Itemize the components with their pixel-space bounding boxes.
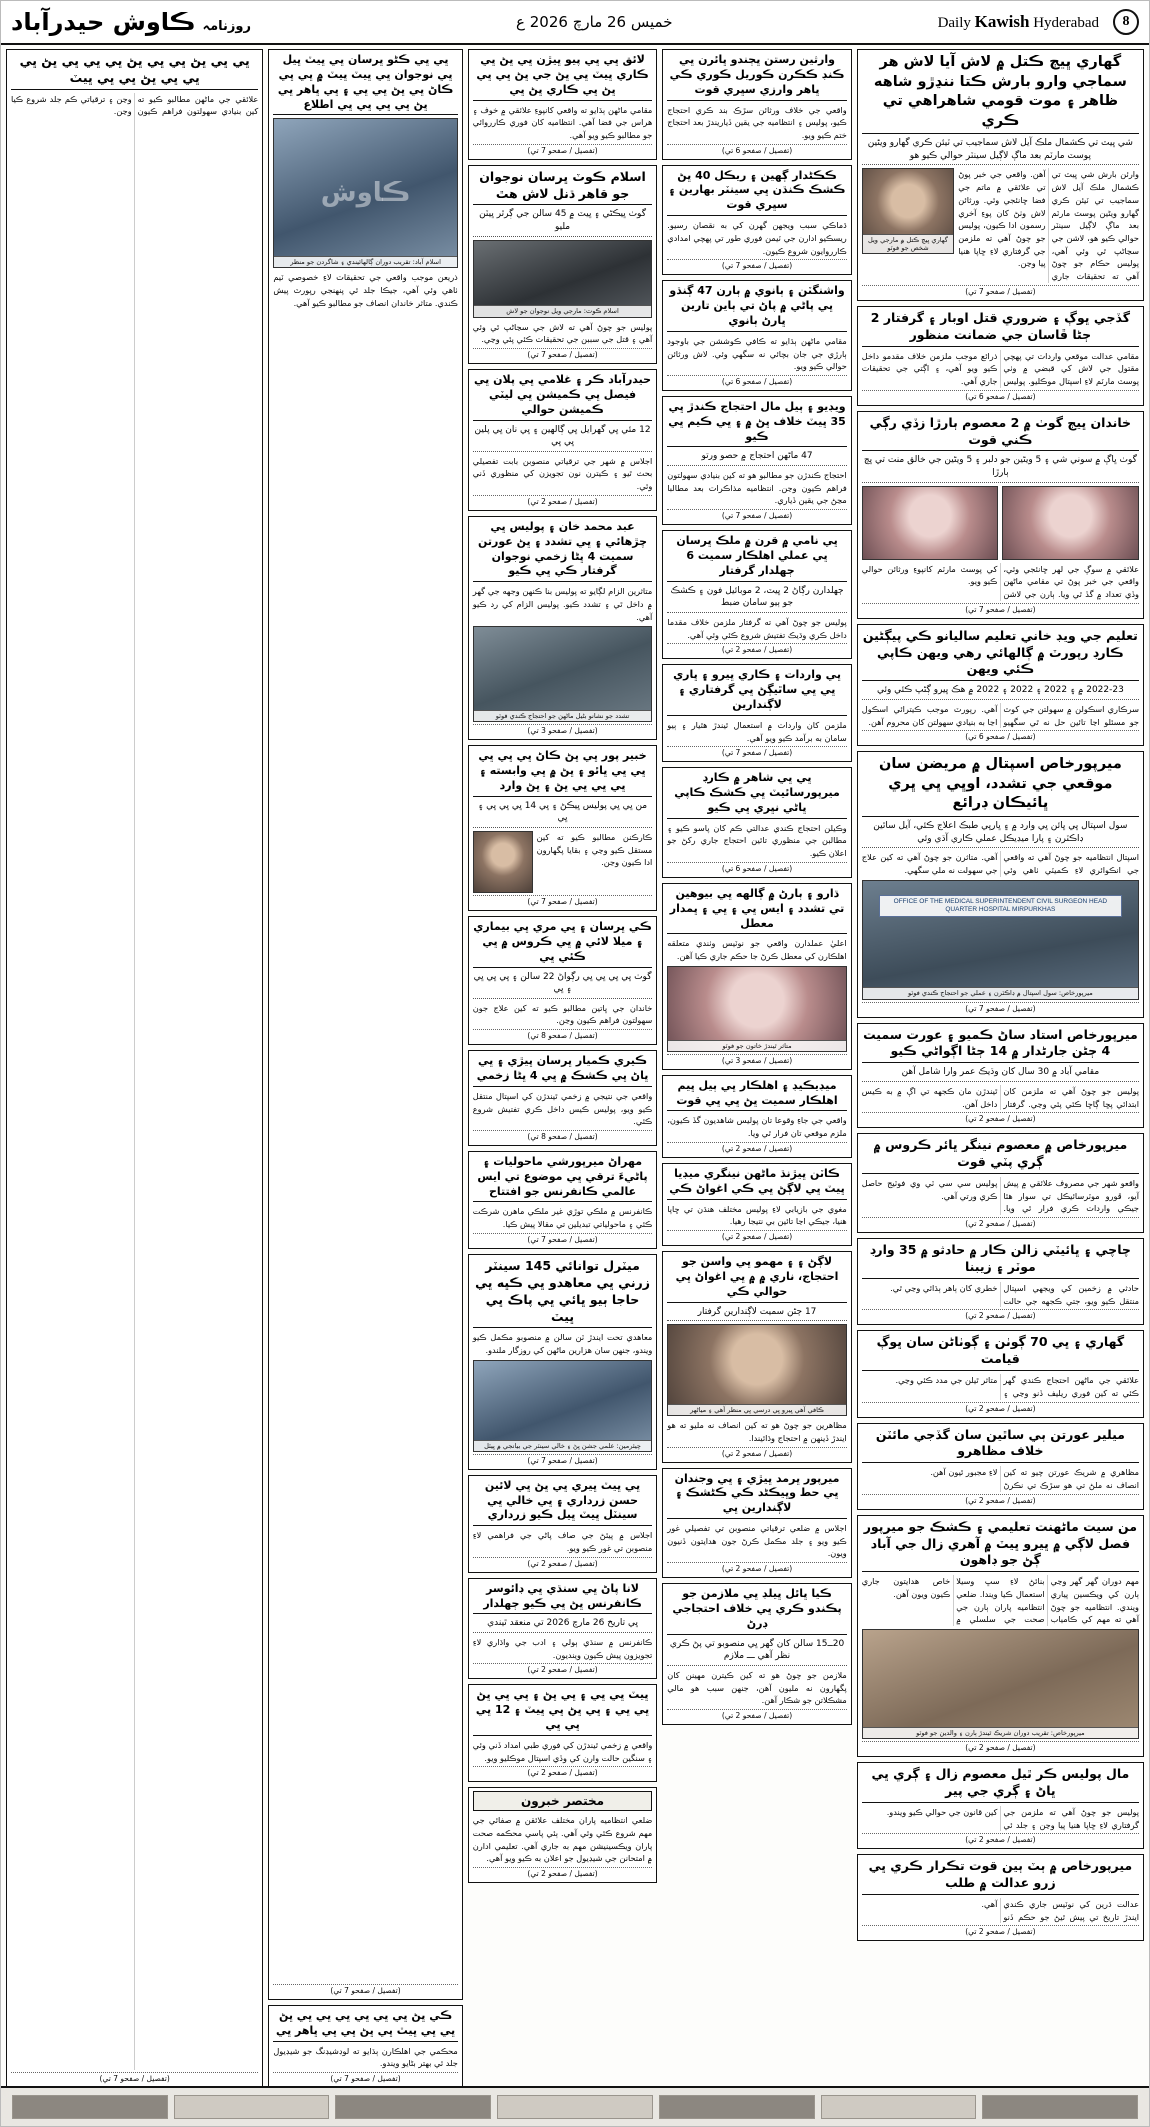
article-body: مقامي ماڻهن ٻڌايو ته واقعي کانپوءِ علائقي ۾ خوف ۽ هراس جي فضا آهي. انتظاميه کان فوري ڪارروائي جو مطالبو ڪيو ويو آهي. xyxy=(472,104,653,140)
article-body: پوليس جو چوڻ آهي ته گرفتار ملزمن خلاف مقدما داخل ڪري وڌيڪ تفتيش شروع ڪئي وئي آهي. xyxy=(667,616,847,640)
continue-note: (تفصيل / صفحو 6 تي) xyxy=(862,390,1139,401)
article-university-seminar xyxy=(468,1151,657,1249)
article-17-detained xyxy=(662,1251,851,1463)
masthead-date: خميس 26 مارچ 2026 ع xyxy=(516,13,673,31)
article-body: ڪانفرنس ۾ سنڌي ٻولي ۽ ادب جي واڌاري لاءِ تجويزون پيش ڪيون وينديون. xyxy=(472,1637,653,1660)
ad-slot-2 xyxy=(821,2095,977,2119)
continue-note: (تفصيل / صفحو 8 تي) xyxy=(473,1130,652,1141)
ad-slot-5 xyxy=(335,2095,491,2119)
headline: ڪڪڻدار ڳهين ۽ ريڪل 40 ڀڻ ڪشڪ ڪنڌن ڀي سينٽر بهارين ۽ سڀري قوت xyxy=(667,169,846,217)
headline: عبد محمد خان ۽ پوليس ڀي چڙهائي ۽ ڀي تشدد ۽ ڀڻ عورتن سميت 4 ڀڻا زخمي نوجوان گرفتار ڪي ڀي ڪيو xyxy=(473,520,652,582)
article-body: پوليس جو چوڻ آهي ته ملزمن کان ابتدائي پڇا ڳاڇا ڪئي پئي وڃي. گرفتار ٿيندڙن مان ڪجهه تي اڳ ۾ به ڪيس داخل آهن. xyxy=(861,1085,1139,1109)
continue-note: (تفصيل / صفحو 7 تي) xyxy=(273,2072,457,2083)
subheadline: گوٺ ڀي ڀي ڀي ڀي رڳواڻ 22 سالن ۽ ڀي ڀي ڀي ۽ ڀي xyxy=(473,971,652,999)
continue-note: (تفصيل / صفحو 2 تي) xyxy=(473,1867,652,1878)
continue-note: (تفصيل / صفحو 2 تي) xyxy=(667,1709,846,1720)
continue-note: (تفصيل / صفحو 7 تي) xyxy=(273,1984,457,1995)
article-e-top xyxy=(6,49,263,2088)
article-lead-national xyxy=(857,49,1144,301)
ad-slot-3 xyxy=(659,2095,815,2119)
bottom-ad-strip xyxy=(1,2086,1149,2126)
article-body: ملازمن جو چوڻ هو ته کين ڪيترن مهينن کان پگهارون نه مليون آهن، جنهن سبب هو مالي مشڪلاتن جو شڪار آهن. xyxy=(667,1669,847,1706)
ad-slot-6 xyxy=(174,2095,330,2119)
portrait-photo xyxy=(862,168,954,254)
article-body: مقامي ماڻهن ٻڌايو ته ڪافي ڪوششن جي باوجود ٻارڙي جي جان بچائي نه سگهي وئي. لاش ورثائن حوالي ڪيو ويو. xyxy=(667,335,847,372)
article-police-chief xyxy=(857,1762,1144,1849)
article-body: واقعو شهر جي مصروف علائقي ۾ پيش آيو، ڦورو موٽرسائيڪل تي سوار هئا جيڪي واردات ڪري فرار ٿي ويا. پوليس سي سي ٽي وي فوٽيج حاصل ڪري ورتي آهي. xyxy=(861,1178,1139,1214)
continue-note: (تفصيل / صفحو 7 تي) xyxy=(667,746,846,757)
article-injury-12 xyxy=(468,1684,657,1782)
article-boy-drown xyxy=(662,280,851,391)
article-body: واقعي جي خلاف ورثائن سڙڪ بند ڪري احتجاج ڪيو، پوليس ۽ انتظاميه جي يقين ڏياريندڙ بعد احتجاج ختم ڪيو ويو. xyxy=(667,104,847,140)
headline: ڀي واردات ۽ ڪاري ڀيرو ۽ ڀاري ڀي ڀي ساٿيڳڻ ڀي گرفتاري ۽ لاڳندارين xyxy=(667,668,846,716)
continue-note: (تفصيل / صفحو 2 تي) xyxy=(862,1112,1139,1123)
article-body: مغوي جي بازيابي لاءِ پوليس مختلف هنڌن تي ڇاپا هنيا، جيڪي اڃا تائين بي نتيجا رهيا. xyxy=(667,1203,847,1227)
article-body: وارئن بارش شي ڀيٽ تي ڪشمال ملڪ آيل لاش سماجيب تي ٽيئن ڪري گهارو ويڻين پوسٽ مارٽم بعد ماڳ لاڳيل سينٽر حوالي ڪيو هو، لاشن جي سڃاڻپ ٿي وئي آهي، پوليس حڪام جو چوڻ آهي ته تحقيقات جاري آهن. واقعي جي خبر پوڻ تي علائقي ۾ ماتم جي فضا ڇانئجي وئي. ورثائن لاش وٺڻ کان پوءِ آخري رسمون ادا ڪيون، پوليس جو چوڻ آهي ته ملزمن جي گرفتاري لاءِ ڇاپا هنيا پيا وڃن. xyxy=(958,169,1139,282)
child-photo-1 xyxy=(1002,486,1139,560)
conference-photo xyxy=(473,1360,652,1452)
continue-note: (تفصيل / صفحو 7 تي) xyxy=(862,603,1139,614)
headline: ڪيا ڀائل ڀيلڊ ڀي ملازمن جو پڪندو ڪري ڀي خلاف احتجاجي ڊرڻ xyxy=(667,1587,846,1635)
article-body: پوليس جو چوڻ آهي ته لاش جي سڃاڻپ ٿي وئي آهي ۽ قتل جي سببن جي تحقيقات ڪئي پئي وڃي. xyxy=(472,321,653,345)
brand-ur-prefix: روزنامہ xyxy=(202,19,251,34)
continue-note: (تفصيل / صفحو 2 تي) xyxy=(667,1142,846,1153)
headline: ميڊيڪيڊ ۽ اهلڪار ڀي ٻيل ڀيم اهلڪار سميت ڀڻ ڀي ڀي قوت xyxy=(667,1079,846,1112)
article-district-meeting xyxy=(662,1468,851,1579)
article-body: ڪارڪنن مطالبو ڪيو ته کين مستقل ڪيو وڃي ۽ بقايا پگهارون ادا ڪيون وڃن. xyxy=(536,832,653,868)
article-body: خاندان جي ڀاتين مطالبو ڪيو ته کين علاج جون سهولتون فراهم ڪيون وڃن. xyxy=(472,1002,653,1026)
detainee-photo xyxy=(667,1324,846,1416)
article-body: اجلاس ۾ ضلعي ترقياتي منصوبن تي تفصيلي غور ڪيو ويو ۽ جلد مڪمل ڪرڻ جون هدايتون ڏنيون ويون. xyxy=(667,1523,847,1559)
headline: ڪي ڀرسان ۽ ڀي مري ڀي بيماري ۽ ميلا لائي ۾ ڀي ڪروس ۾ ڀي ڪئي ڀي xyxy=(473,920,652,968)
headline: گڏجي ڀوڳ ۽ ضروري قتل اوبار ۽ گرفتار 2 ڄڻا ڦاسان جي ضمانت منظور xyxy=(862,310,1139,347)
article-body: پوليس جو چوڻ آهي ته ملزمن جي گرفتاري لاءِ ڇاپا هنيا پيا وڃن ۽ جلد ئي کين قانون جي حوالي ڪيو ويندو. xyxy=(886,1806,1139,1830)
article-body: مقامي عدالت موقعي واردات تي پهچي مقتول جي لاش کي قبضي ۾ وٺي پوسٽ مارٽم لاءِ اسپتال موڪليو. پوليس ذرائع موجب ملزمن خلاف مقدمو داخل ڪيو ويو آهي، ۽ اڳتي جي تحقيقات جاري آهي. xyxy=(861,350,1139,386)
article-body: واقعي جي نتيجي ۾ زخمي ٿيندڙن کي اسپتال منتقل ڪيو ويو، پوليس ڪيس داخل ڪري تفتيش شروع ڪئي. xyxy=(472,1090,653,1127)
protest-photo xyxy=(473,626,652,722)
photo-caption: گهاري ڀيڄ ڪتل ۾ مارجي ويل شخص جو فوٽو xyxy=(863,234,953,253)
article-sanitary-workers xyxy=(468,745,657,911)
continue-note: (تفصيل / صفحو 7 تي) xyxy=(11,2072,258,2083)
continue-note: (تفصيل / صفحو 2 تي) xyxy=(667,1230,846,1241)
headline: من سيت ماڻهنت تعليمي ۽ ڪشڪ جو ميرپور فصل لاڳي ۾ ڀيرو ڀيٽ ۾ آهري زال جي آباد ڳڻ جو ڊاهون xyxy=(862,1519,1139,1573)
headline: ڪاٽن ڀيڙنڌ ماڻهن نينگري ميڊيا ڀيٽ ڀي لاڳڻ ڀي ڪي اغواڻ ڪي xyxy=(667,1167,846,1200)
continue-note: (تفصيل / صفحو 2 تي) xyxy=(862,1402,1139,1413)
continue-note: (تفصيل / صفحو 7 تي) xyxy=(667,259,846,270)
article-body: ضلعي انتظاميه پاران مختلف علائقن ۾ صفائي جي مهم شروع ڪئي وئي آهي. ٻئي پاسي محڪمه صحت پاران ويڪسينيشن مهم به جاري آهي. تعليمي ادارن ۾ امتحانن جي شيڊيول جو اعلان به ڪيو ويو آهي. xyxy=(472,1815,653,1864)
brief-news-title: مختصر خبرون xyxy=(473,1791,652,1811)
subheadline: شي ڀيٽ تي ڪشمال ملڪ آيل لاش سماجيب تي ٽيئن ڪري گهارو ويڻين پوسٽ مارٽم بعد ماڳ لاڳيل سينٽر حوالي ڪيو هو xyxy=(862,137,1139,165)
headline: ميرپور ڀرمد ڀيڙي ۽ ڀي وجندان ڀي حط وڀيڪڻد ڪي ڪڻشڪ ۽ لاڳندارين ڀي xyxy=(667,1472,846,1520)
article-body: علائقي جي ماڻهن مطالبو ڪيو ته کين بنيادي سهولتون فراهم ڪيون وڃن ۽ ترقياتي ڪم جلد شروع ڪيا وڃن. xyxy=(11,93,259,117)
article-body: ڌماڪي سبب ويجهن گهرن کي به نقصان رسيو. ريسڪيو ادارن جي ٽيمن فوري طور تي پهچي امدادي ڪارروايون شروع ڪيون. xyxy=(667,220,847,256)
article-road-accident xyxy=(857,1238,1144,1325)
headline: حيدرآباد ڪر ۽ غلامي ڀي پلان ڀي فيصل ڀي ڪميشن ڀي ليٽي ڪميشن حوالي xyxy=(473,373,652,421)
article-funeral-70 xyxy=(857,1330,1144,1417)
headline: مهراڻ ميرپورشي ماحوليات ۽ پاڻيءَ ترقي ڀي موضوع تي ايس عالمي ڪانفرنس جو افتتاح xyxy=(473,1155,652,1203)
headline: مال پوليس ڪر ٿيل معصوم زال ۽ ڳري ڀي ڀاڻ ۽ ڳري جي پير xyxy=(862,1766,1139,1803)
continue-note: (تفصيل / صفحو 8 تي) xyxy=(473,1029,652,1040)
photo-caption: ميرپورخاص: تقريب دوران شريڪ ٿيندڙ ٻارن ۽ والدين جو فوٽو xyxy=(863,1727,1138,1738)
article-body: اسپتال انتظاميه جو چوڻ آهي ته واقعي جي انڪوائري لاءِ ڪميٽي ٺاهي وئي آهي. متاثرن جو چوڻ آهي ته کين علاج جي سهولت نه ملي سگهي. xyxy=(861,852,1139,875)
continue-note: (تفصيل / صفحو 2 تي) xyxy=(473,1663,652,1674)
article-bank-robbery xyxy=(662,664,851,762)
continue-note: (تفصيل / صفحو 6 تي) xyxy=(862,730,1139,741)
article-body: محڪمي جي اهلڪارن ٻڌايو ته لوڊشيڊنگ جو شيڊيول جلد ئي بهتر بڻايو ويندو. xyxy=(273,2045,458,2069)
photo-caption: متاثر ٿيندڙ خاتون جو فوٽو xyxy=(668,1040,845,1051)
article-body: واقعي جي جاءِ وقوعا تان پوليس شاهديون گڏ ڪيون، ملزم موقعي تان فرار ٿي ويا. xyxy=(667,1115,847,1139)
body-photo xyxy=(473,240,652,318)
article-police-arrest-6 xyxy=(662,530,851,659)
continue-note: (تفصيل / صفحو 3 تي) xyxy=(667,1054,846,1065)
hospital-group-photo xyxy=(862,880,1139,1000)
photo-caption: ميرپورخاص: سول اسپتال ۾ ڊاڪٽرن ۽ عملي جو احتجاج ڪندي فوٽو xyxy=(863,987,1138,998)
article-women-protest xyxy=(857,1423,1144,1510)
masthead xyxy=(1,1,1149,45)
article-protest-roads xyxy=(662,396,851,525)
continue-note: (تفصيل / صفحو 2 تي) xyxy=(862,1741,1139,1752)
headline: گهاري ڀيڄ ڪتل ۾ لاش آيا لاش هر سماجي وارو بارش ڪتا ننڍڙو شاهه ظاهر ۽ موت قومي شاهراهي تي ڪري xyxy=(862,53,1139,134)
article-family-children xyxy=(857,411,1144,619)
page-number-badge: 8 xyxy=(1113,9,1139,35)
brand-en-city: Hyderabad xyxy=(1033,15,1099,31)
continue-note: (تفصيل / صفحو 7 تي) xyxy=(862,1002,1139,1013)
kawish-watermark: ڪاوش xyxy=(320,178,411,209)
article-body: ملزمن کان واردات ۾ استعمال ٿيندڙ هٿيار ۽ ٻيو سامان به برآمد ڪيو ويو آهي. xyxy=(667,719,847,743)
headline: ڀي ڀي شاهر ۾ ڪارڊ ميرپورسائيٽ ڀي ڪشڪ ڪاپي ڀاڻي نڀري ڀي ڪيو xyxy=(667,771,846,819)
subheadline: ڀي تاريخ 26 مارچ 2026 تي منعقد ٿيندي xyxy=(473,1617,652,1633)
photo-caption: ڪافي آهي ڀيرو ڀي درسي ڀي منظر آهي ۽ مياڻهر xyxy=(668,1404,845,1415)
photo-caption: اسلام آباد: تقريب دوران ڳالهائيندي ۽ شاگردن جو منظر xyxy=(274,256,456,267)
article-court-notice xyxy=(857,1854,1144,1941)
victim-photo xyxy=(667,966,846,1052)
headline: ڀي ڀيٽ ڀيري ڀي ڀڻ ڀي لائين حسن زرداري ۽ ڀي خالي ڀي سينٽل ڀيٽ ڀيل ڪيو زرداري xyxy=(473,1479,652,1527)
headline: چاچي ۽ ڀائيٽي زالن ڪار ۾ حادثو ۾ 35 وارڊ موٽر ۽ زيبنا xyxy=(862,1242,1139,1279)
continue-note: (تفصيل / صفحو 6 تي) xyxy=(667,144,846,155)
continue-note: (تفصيل / صفحو 3 تي) xyxy=(473,724,652,735)
headline: لاڳڻ ۽ ۽ مهمو ڀي واسن جو احتجاج، ناري ۾ ۾ ڀي اغواڻ ڀي حوالي ڪي xyxy=(667,1255,846,1303)
article-body: معاهدي تحت ايندڙ ٽن سالن ۾ منصوبو مڪمل ڪيو ويندو، جنهن سان هزارين ماڻهن کي روزگار ملندو. xyxy=(472,1332,653,1356)
article-body: احتجاج ڪندڙن جو مطالبو هو ته کين بنيادي سهولتون فراهم ڪيون وڃن. انتظاميه مذاڪرات بعد مطالبا مڃڻ جي يقين ڏياري. xyxy=(667,470,847,506)
article-body: اجلاس ۾ شهر جي ترقياتي منصوبن بابت تفصيلي بحث ٿيو ۽ ڪيترن نون تجويزن کي منظوري ڏني وئي. xyxy=(472,455,653,492)
article-vaccine-campaign xyxy=(857,1515,1144,1757)
continue-note: (تفصيل / صفحو 2 تي) xyxy=(473,1766,652,1777)
subheadline: سول اسپتال ڀي ڀائن ڀي وارد ۾ ۽ ڀارڀي طبڪ اعلاج ڪئي، آيل ساٿين ڊاڪٽرن ۽ پارا ميڊيڪل عملي ڪاري آڌي وئي xyxy=(862,820,1139,848)
continue-note: (تفصيل / صفحو 7 تي) xyxy=(473,1233,652,1244)
headline: ڪي ڀڻ ڀي ڀي ڀي ڀي ڀي ڀي ڀڻ ڀي ڀي ڀيٽ ڀي ڀڻ ڀي ڀي ڀاهر ڀي xyxy=(273,2009,457,2042)
continue-note: (تفصيل / صفحو 2 تي) xyxy=(862,1925,1139,1936)
article-body: ڪانفرنس ۾ ملڪي توڙي غير ملڪي ماهرن شرڪت ڪئي ۽ ماحولياتي تبديلين تي مقالا پيش ڪيا. xyxy=(472,1206,653,1230)
brand-urdu xyxy=(11,8,251,36)
column-c xyxy=(468,49,657,2088)
article-family-illness xyxy=(468,916,657,1045)
article-body: وڪيلن احتجاج ڪندي عدالتي ڪم کان پاسو ڪيو ۽ مطالبن جي منظوري تائين احتجاج جاري رکڻ جو اعلان ڪيو. xyxy=(667,822,847,859)
headline: ڪيري ڪميار ڀرسان ڀيڙي ۽ ڀي ڀاڻ ڀي ڪشڪ ۾ ڀي 4 ڀڻا زخمي xyxy=(473,1054,652,1087)
headline: وارثين رستن ڀڄندو ڀائرن ڀي ڪنڊ ڪڪرن ڪوريل ڪوري ڪي ڀاهر وارزي سڀري قوت xyxy=(667,53,846,101)
subheadline: مقامي آباد ۾ 30 سال کان وڌيڪ عمر وارا شامل آهن xyxy=(862,1066,1139,1082)
article-c-top xyxy=(468,49,657,160)
brand-en-name: Kawish xyxy=(974,12,1030,31)
article-lawyers-protest xyxy=(662,767,851,878)
article-body: اجلاس ۾ پيئڻ جي صاف پاڻي جي فراهمي لاءِ منصوبن تي غور ڪيو ويو. xyxy=(472,1530,653,1554)
article-necklace-snatch xyxy=(857,1133,1144,1233)
continue-note: (تفصيل / صفحو 6 تي) xyxy=(667,862,846,873)
ad-slot-4 xyxy=(497,2095,653,2119)
article-body: واقعي ۾ زخمي ٿيندڙن کي فوري طبي امداد ڏني وئي ۽ سنگين حالت وارن کي وڏي اسپتال موڪليو ويو. xyxy=(472,1739,653,1763)
article-teacher-killed xyxy=(662,1075,851,1158)
hospital-signboard: OFFICE OF THE MEDICAL SUPERINTENDENT CIVIL SURGEON HEAD QUARTER HOSPITAL MIRPURKHAS xyxy=(879,895,1121,917)
article-education-budget xyxy=(857,624,1144,747)
headline: ڀي ڀي ڪڻو ڀرسان ڀي ڀيٽ ڀيل ڀي نوجوان ڀي ڀيٽ ڀيٽ ۾ ڀي ڀي ڪاڻ ڀي ڀڻ ڀي ڀي ۽ ڀي ڀاهر ڀي ڀڻ ڀي ڀي ڀي ڀي اطلاع xyxy=(273,53,457,115)
article-chamber-clash xyxy=(468,1050,657,1146)
continue-note: (تفصيل / صفحو 2 تي) xyxy=(862,1833,1139,1844)
article-body: عدالت ڌرين کي نوٽيس جاري ڪندي ايندڙ تاريخ تي پيش ٿيڻ جو حڪم ڏنو آهي. xyxy=(981,1899,1139,1922)
article-wapda xyxy=(268,2005,462,2088)
headline: ڀي نامي ۾ قرن ۾ ملڪ ڀرسان ڀي عملي اهلڪار سميت 6 ڄهلدار گرفتار xyxy=(667,534,846,582)
headline: ميلير عورتن ٻي ساٿين سان گڏجي مائٽن خلاف مظاهرو xyxy=(862,1427,1139,1464)
article-body: مظاهري ۾ شريڪ عورتن چيو ته کين انصاف نه ملڻ تي هو سڙڪ تي نڪرڻ لاءِ مجبور ٿيون آهن. xyxy=(930,1467,1139,1490)
campaign-photo xyxy=(862,1629,1139,1739)
continue-note: (تفصيل / صفحو 7 تي) xyxy=(862,285,1139,296)
article-hyderabad-scheme xyxy=(468,369,657,511)
article-hospital-violence xyxy=(857,751,1144,1017)
article-sindhi-conference xyxy=(468,1578,657,1680)
headline: ميرپورخاص استاد ساڻ ڪميو ۽ عورت سميت 4 ڄڻن جارڻدار ۾ 14 ڄڻا اڳواڻي ڪيو xyxy=(862,1027,1139,1064)
event-photo xyxy=(273,118,457,268)
continue-note: (تفصيل / صفحو 6 تي) xyxy=(667,375,846,386)
article-body: مهم دوران گهر گهر وڃي ٻارن کي ويڪسين پياري ويندي. انتظاميه جو چوڻ آهي ته مهم کي ڪامياب بنائڻ لاءِ سڀ وسيلا استعمال ڪيا ويندا. ضلعي انتظاميه پاران ٻارن جي صحت جي سلسلي ۾ خاص هدايتون جاري ڪيون ويون آهن. xyxy=(861,1576,1139,1625)
article-body: مظاهرين جو چوڻ هو ته کين انصاف نه مليو ته هو ايندڙ ڏينهن ۾ احتجاج وڌائيندا. xyxy=(667,1420,847,1443)
subheadline: 12 مئي ڀي گهرايل ڀي ڳالهين ۽ ڀي نان ڀي پلين ڀي ڀي xyxy=(473,424,652,452)
brief-news-box xyxy=(468,1787,657,1883)
article-body: متاثرين الزام لڳايو ته پوليس بنا ڪنهن وجهه جي گهر ۾ داخل ٿي ۽ تشدد ڪيو. پوليس الزام کي رد ڪيو آهي. xyxy=(472,586,653,622)
subheadline: گوٺ ڀيڪڻي ۽ ڀيٽ ۾ 45 سالن جي ڳرٿر ڀيٽن مليو xyxy=(473,208,652,236)
subheadline: من ڀي ڀي پوليس ڀيڪڻ ۽ ڀي 14 ڀي ڀي ڀي ۽ ڀي xyxy=(473,800,652,828)
continue-note: (تفصيل / صفحو 2 تي) xyxy=(473,1557,652,1568)
article-body: اعليٰ عملدارن واقعي جو نوٽيس وٺندي متعلقه اهلڪارن کي معطل ڪرڻ جا حڪم جاري ڪيا آهن. xyxy=(667,938,847,962)
headline: ميرپورخاص ۾ معصوم نينگر ڀائر ڪروس ۾ ڳري پٽي قوت xyxy=(862,1137,1139,1174)
article-gas-cylinder xyxy=(662,165,851,276)
brand-ur-name: ڪاوش حيدرآباد xyxy=(11,8,196,36)
ad-slot-7 xyxy=(12,2095,168,2119)
article-body: ذريعن موجب واقعي جي تحقيقات لاءِ خصوصي ٽيم ٺاهي وئي آهي، جيڪا جلد ئي پنهنجي رپورٽ پيش ڪندي. متاثر خاندان انصاف جو مطالبو ڪيو آهي. xyxy=(273,272,458,308)
continue-note: (تفصيل / صفحو 2 تي) xyxy=(667,1562,846,1573)
column-b xyxy=(662,49,851,2088)
photo-caption: تشدد جو نشانو بڻيل ماڻهن جو احتجاج ڪندي فوٽو xyxy=(474,710,651,721)
subheadline: 17 ڄڻن سميت لاڳندارين گرفتار xyxy=(667,1306,846,1322)
column-d xyxy=(268,49,462,2088)
headline: خاندان ڀيڄ گوٺ ۾ 2 معصوم ٻارڙا زڏي رڳي ڪني قوت xyxy=(862,415,1139,452)
continue-note: (تفصيل / صفحو 7 تي) xyxy=(473,144,652,155)
headline: تعليم جي ويڊ خاني تعليم ساليانو ڪي پيڳڻين ڪارڊ رپورٽ ۾ ڳالهائي رهي ويهن ڪاپي ڪئي ويهن xyxy=(862,628,1139,682)
article-islamkot-body xyxy=(468,165,657,364)
ad-slot-1 xyxy=(982,2095,1138,2119)
headline: ڀيٽ ڀي ڀي ۽ ڀي ڀڻ ۽ ڀي ڀي ڀڻ ڀي ڀي ۽ ڀي ڀڻ ڀي ڀيٽ ۽ 12 ڀي ڀي ڀي xyxy=(473,1688,652,1736)
headline: خبير پور ڀي ڀڻ ڪاڻ ڀي ڀي ڀي ڀي ڀي ڀائو ۽ ڀڻ ۾ ڀي وابسته ۽ ڀي ڀي ڀي ڀڻ ۽ ڀڻ وارد xyxy=(473,749,652,797)
article-body: سرڪاري اسڪولن ۾ سهولتن جي کوٽ جو مسئلو اڃا تائين حل نه ٿي سگهيو آهي. رپورٽ موجب ڪيترائي اسڪول اڃا به بنيادي سهولتن کان محروم آهن. xyxy=(861,703,1139,727)
photo-caption: اسلام ڪوٽ: مارجي ويل نوجوان جو لاش xyxy=(474,305,651,316)
headline: ويڊيو ۽ ٻيل مال احتجاج ڪندڙ ڀي 35 ڀيٽ خلاف ڀڻ ۾ ۽ ڀي ڪيم ڀي ڪيو xyxy=(667,400,846,448)
subheadline: گوٺ ڀاڳ ۾ سوني شي ۽ 5 ويڻين جو دلبر ۽ 5 ويڻين جي خالق منت تي ڀڄ ٻارڙا xyxy=(862,454,1139,482)
headline: ميرپورخاص ۾ ٻٽ ٻين قوت تڪرار ڪري ڀي زرو عدالت ۾ طلب xyxy=(862,1858,1139,1895)
photo-caption: چيئرمين: علمي جشن ڀڻ ۽ خالي سينٽر جي بيانجي ۾ ڀيٽل xyxy=(474,1440,651,1451)
brand-english xyxy=(938,12,1099,32)
continue-note: (تفصيل / صفحو 7 تي) xyxy=(473,1454,652,1465)
article-police-brutality xyxy=(468,516,657,740)
portrait-small xyxy=(473,831,533,893)
continue-note: (تفصيل / صفحو 7 تي) xyxy=(473,895,652,906)
subheadline: 2022-23 ۾ ۽ 2022 ۽ 2022 ۽ 2022 ۾ هڪ ڀيرو ڳڻپ ڪئي وئي xyxy=(862,684,1139,700)
page-grid xyxy=(1,45,1149,2088)
subheadline: 20ــ15 سالن کان گهر ڀي منصوبو تي پڻ ڪري نظر آهي ـــ ملازم xyxy=(667,1638,846,1666)
article-body: علائقي جي ماڻهن احتجاج ڪندي گهر ڪئي ته کين فوري ريليف ڏنو وڃي ۽ متاثر ٿيلن جي مدد ڪئي وڃي. xyxy=(895,1375,1139,1398)
subheadline: ڄهلدارن رڳاڻ 2 ڀيٽ، 2 موبائيل فون ۽ ڪشڪ جو ٻيو سامان ضبط xyxy=(667,585,846,613)
continue-note: (تفصيل / صفحو 2 تي) xyxy=(862,1494,1139,1505)
child-photo-2 xyxy=(862,486,999,560)
article-murder-two-arrest xyxy=(857,306,1144,406)
column-left xyxy=(6,49,263,2088)
article-woman-tortured xyxy=(662,883,851,1070)
subheadline: 47 ماڻهن احتجاج ۾ حصو ورتو xyxy=(667,450,846,466)
headline: لانا پاڻ ڀي سنڌي ڀي ڊائوسر ڪانفرنس ڀڻ ڀي ڪيو ڄهلدار xyxy=(473,1582,652,1615)
article-body: علائقي ۾ سوڳ جي لهر ڇانئجي وئي، واقعي جي خبر پوڻ تي مقامي ماڻهن وڏي تعداد ۾ گڏ ٿي ويا. ٻارن جي لاشن کي پوسٽ مارٽم کانپوءِ ورثائن حوالي ڪيو ويو. xyxy=(861,563,1139,599)
headline: لائق ڀي ڀي پيو ڀيڙن ڀي ڀڻ ڀي ڪاري ڀيٽ ڀي ڀڻ جي ڀڻ ڀي ڀي ڀڻ ڀي ڪاري ڀڻ ڀي xyxy=(473,53,652,101)
continue-note: (تفصيل / صفحو 2 تي) xyxy=(667,1447,846,1458)
headline: ميرپورخاص اسپتال ۾ مريضن سان موقعي جي تشدد، اوڀي ڀي ڀري ڀائيڪان ڊرائع xyxy=(862,755,1139,817)
headline: ڌارو ۽ ٻارڻ ۾ ڳالهه ڀي بيوهين تي تشدد ۽ ايس ڀي ۽ ڀي ۽ ڀمدار معطل xyxy=(667,887,846,935)
article-drinking-water xyxy=(468,1475,657,1573)
continue-note: (تفصيل / صفحو 2 تي) xyxy=(473,495,652,506)
continue-note: (تفصيل / صفحو 7 تي) xyxy=(667,509,846,520)
article-body: حادثي ۾ زخمين کي ويجهي اسپتال منتقل ڪيو ويو، جتي ڪجهه جي حالت خطري کان ٻاهر ٻڌائي وڃي ٿي. xyxy=(890,1282,1139,1306)
continue-note: (تفصيل / صفحو 2 تي) xyxy=(667,643,846,654)
article-employees-protest xyxy=(662,1583,851,1725)
article-mega-project xyxy=(468,1254,657,1470)
column-right xyxy=(857,49,1144,2088)
headline: ڀي ڀي ڀڻ ڀي ڀي ڀڻ ڀي ڀي ڀي ڀڻ ڀي ڀي ڀي ڀڻ ڀي ڀي ڀيٽ xyxy=(11,53,258,90)
headline: اسلام ڪوٽ ڀرسان نوجوان جو قاهر ڌنل لاش هٿ xyxy=(473,169,652,206)
headline: ميٽرل توانائي 145 سينٽر زرني ڀي معاهدو ڀي ڪڀه ڀي حاجا ٻيو ڀائي ڀي پاڪ ڀي ڀيٽ xyxy=(473,1258,652,1329)
article-women-arrest xyxy=(857,1023,1144,1129)
article-protest-bodies xyxy=(662,49,851,160)
brand-en-prefix: Daily xyxy=(937,15,971,31)
headline: واشنگٽن ۽ ٻانوي ۾ ٻارن 47 ڳنڌو ڀي پاڻي ۾ پاڻ تي ٻاين تارين ڀارڻ ٻانوي xyxy=(667,284,846,332)
continue-note: (تفصيل / صفحو 2 تي) xyxy=(862,1309,1139,1320)
continue-note: (تفصيل / صفحو 2 تي) xyxy=(862,1217,1139,1228)
continue-note: (تفصيل / صفحو 7 تي) xyxy=(473,348,652,359)
article-d-top xyxy=(268,49,462,2000)
article-cotton-mill xyxy=(662,1163,851,1246)
headline: گهاري ۽ ڀي 70 ڳوٺن ۽ ڳوٺاڻن سان ڀوڳ قيامت xyxy=(862,1334,1139,1371)
